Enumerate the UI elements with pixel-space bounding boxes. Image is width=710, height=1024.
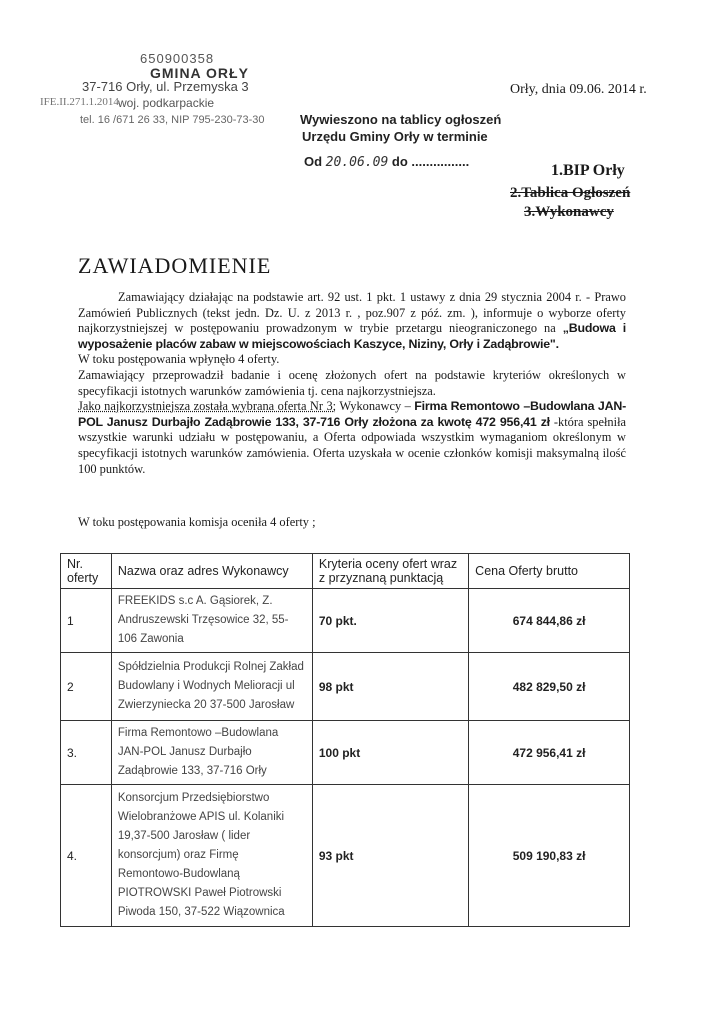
cell-score: 100 pkt — [312, 721, 468, 785]
cell-name: FREEKIDS s.c A. Gąsiorek, Z. Andruszewski Trzęsowice 32, 55-106 Zawonia — [111, 589, 312, 653]
header-nr: Nr. oferty — [61, 554, 112, 589]
stamp-contact: tel. 16 /671 26 33, NIP 795-230-73-30 — [80, 114, 265, 126]
table-row — [61, 653, 630, 721]
cell-nr: 2 — [61, 653, 112, 721]
cell-score: 70 pkt. — [312, 589, 468, 653]
cell-price: 674 844,86 zł — [469, 589, 630, 653]
cell-price: 482 829,50 zł — [469, 653, 630, 721]
offers-table — [60, 553, 630, 927]
cell-price: 472 956,41 zł — [469, 721, 630, 785]
legal-basis-text: Zamawiający działając na podstawie art. 92 ust. 1 pkt. 1 ustawy z dnia 29 stycznia 2004 r. - Prawo Zamówień Publicznych (tekst jedn. Dz. U. z 2013 r. , poz.907 z póź. zm. ), informuje o wyborze oferty najkorzystniejszej w postępowaniu prowadzonym w trybie przetargu nieograniczonego na — [78, 290, 626, 336]
posting-line-2: Urzędu Gminy Orły w terminie — [302, 129, 488, 144]
header-price: Cena Oferty brutto — [469, 554, 630, 589]
cell-name: Firma Remontowo –Budowlana JAN-POL Janusz Durbajło Zadąbrowie 133, 37-716 Orły — [111, 721, 312, 785]
posting-line-3 — [304, 154, 469, 170]
paragraph-winner — [78, 399, 626, 477]
posting-line-1: Wywieszono na tablicy ogłoszeń — [300, 112, 502, 127]
table-row — [61, 785, 630, 927]
winner-intro-text: Jako najkorzystniejsza została wybrana oferta Nr 3; — [78, 399, 337, 414]
cell-nr: 4. — [61, 785, 112, 927]
stamp-gmina: GMINA ORŁY — [150, 65, 249, 81]
cell-price: 509 190,83 zł — [469, 785, 630, 927]
table-header-row — [61, 554, 630, 589]
cell-name: Spółdzielnia Produkcji Rolnej Zakład Budowlany i Wodnych Melioracji ul Zwierzyniecka 20 37-500 Jarosław — [111, 653, 312, 721]
document-body — [78, 290, 626, 477]
header-name: Nazwa oraz adres Wykonawcy — [111, 554, 312, 589]
winner-details: -która spełniła wszystkie warunki udziału w postępowaniu, a Oferta odpowiada wszystkim wymaganiom określonym w specyfikacji istotnych warunków zamówienia. Oferta uzyskała w ocenie członków komisji maksymalną ilość 100 punktów. — [78, 414, 627, 476]
tender-subject: „Budowa i wyposażenie placów zabaw w miejscowościach Kaszyce, Niziny, Orły i Zadąbrowie". — [78, 321, 627, 351]
cell-nr: 1 — [61, 589, 112, 653]
document-date: Orły, dnia 09.06. 2014 r. — [510, 82, 647, 97]
table-row — [61, 589, 630, 653]
cell-nr: 3. — [61, 721, 112, 785]
winner-company: Firma Remontowo –Budowlana JAN-POL Janusz Durbajło Zadąbrowie 133, 37-716 Orły złożona — [78, 399, 627, 429]
header-criteria: Kryteria oceny ofert wraz z przyznaną punktacją — [312, 554, 468, 589]
table-row — [61, 721, 630, 785]
cell-name: Konsorcjum Przedsiębiorstwo Wielobranżowe APIS ul. Kolaniki 19,37-500 Jarosław ( lider konsorcjum) oraz Firmę Remontowo-Budowlaną PIOTROWSKI Paweł Piotrowski Piwoda 150, 37-522 Wiązownica — [111, 785, 312, 927]
winner-amount: za kwotę 472 956,41 zł — [420, 414, 550, 429]
paragraph-offers-count: W toku postępowania wpłynęło 4 oferty. — [78, 352, 280, 367]
paragraph-legal-basis — [78, 290, 626, 352]
paragraph-evaluation: Zamawiający przeprowadził badanie i ocenę złożonych ofert na podstawie kryteriów określonych w specyfikacji istotnych warunków zamówienia tj. cena najkorzystniejsza. — [78, 367, 626, 398]
cell-score: 93 pkt — [312, 785, 468, 927]
posting-to-date: ................ — [411, 154, 470, 169]
posting-from-date: 20.06.09 — [325, 155, 389, 170]
distribution-board: 2.Tablica Ogłoszeń — [510, 185, 631, 201]
winner-intro — [78, 399, 336, 413]
reference-number: IFE.II.271.1.2014 — [40, 96, 119, 108]
posting-from-label: Od — [304, 154, 326, 169]
stamp-address: 37-716 Orły, ul. Przemyska 3 — [82, 79, 249, 94]
winner-label: Wykonawcy – — [336, 399, 415, 414]
table-intro: W toku postępowania komisja oceniła 4 oferty ; — [78, 515, 316, 529]
cell-score: 98 pkt — [312, 653, 468, 721]
stamp-region: woj. podkarpackie — [118, 96, 215, 110]
stamp-number: 650900358 — [140, 51, 215, 66]
document-title: ZAWIADOMIENIE — [78, 253, 272, 278]
distribution-contractors: 3.Wykonawcy — [524, 204, 614, 220]
posting-to-label: do — [388, 154, 412, 169]
distribution-bip: 1.BIP Orły — [551, 162, 625, 179]
